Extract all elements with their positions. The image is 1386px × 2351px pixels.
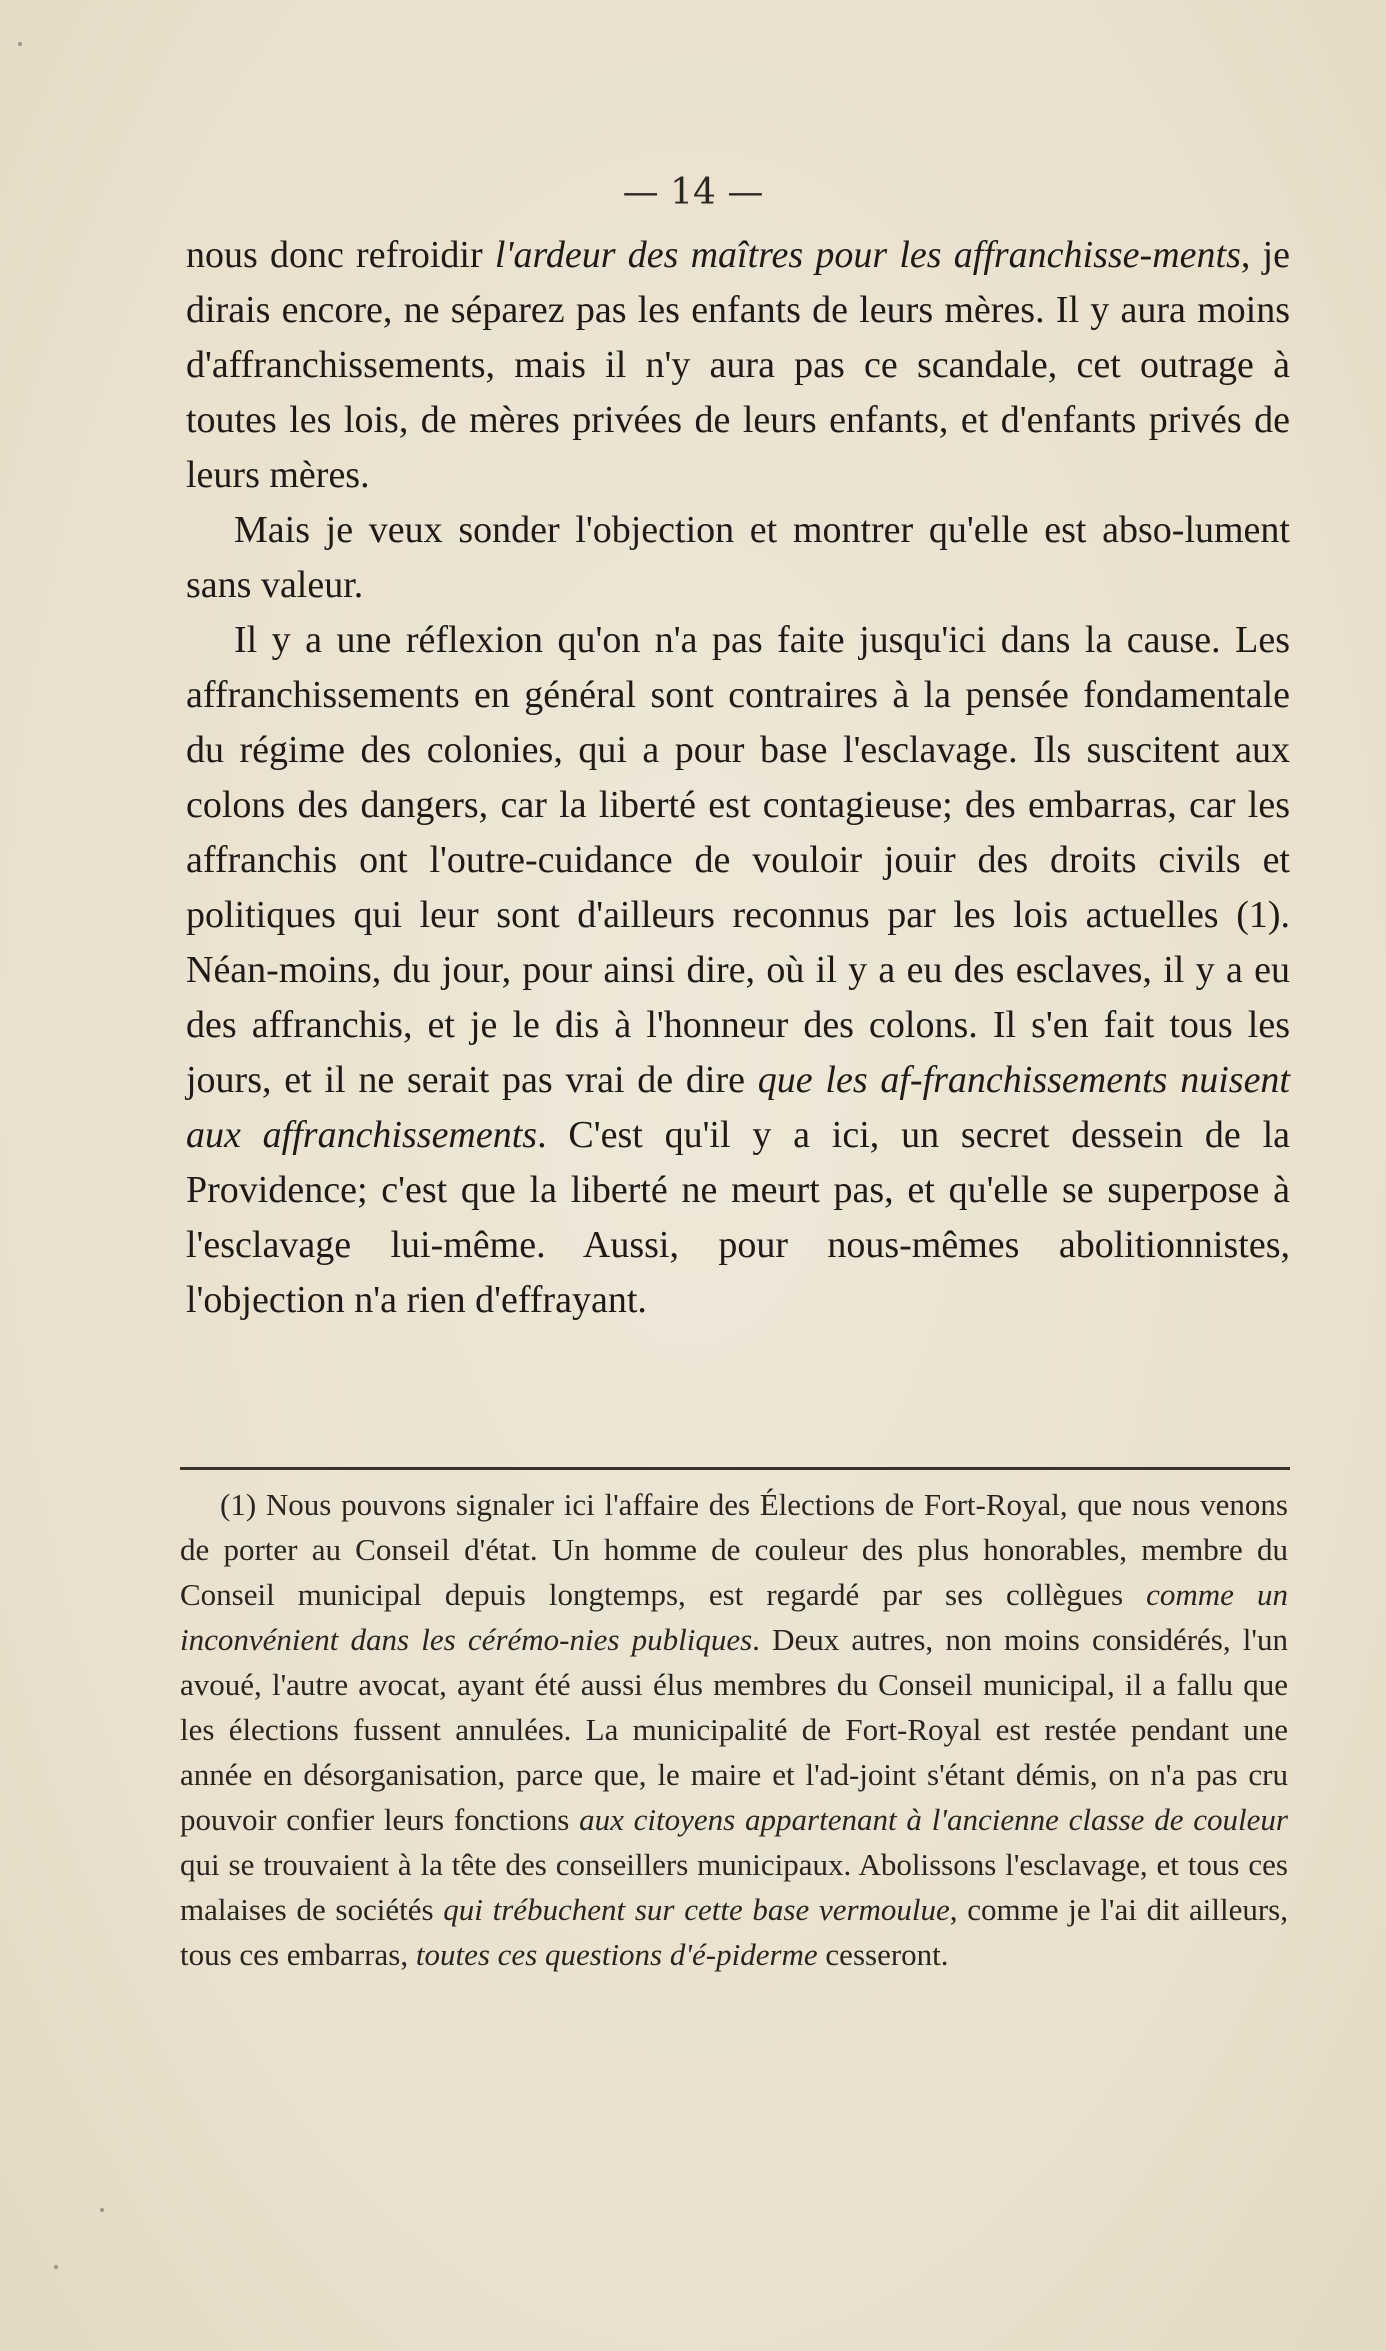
paragraph-1 — [186, 228, 1290, 503]
page-number: — 14 — — [622, 172, 764, 213]
footnote-text — [180, 1482, 1288, 1977]
paper-speck — [54, 2265, 58, 2269]
text-run: Mais je veux sonder l'objection et montrer qu'elle est abso-lument sans valeur. — [186, 509, 1290, 606]
text-run: nous donc refroidir — [186, 234, 495, 276]
italic-run: qui trébuchent sur cette base vermoulue — [443, 1892, 950, 1927]
italic-run: que les af-franchissements nuisent aux affranchissements — [186, 1059, 1290, 1156]
text-run: , comme je l'ai dit ailleurs, tous ces embarras, — [180, 1892, 1288, 1972]
italic-run: aux citoyens appartenant à l'ancienne classe de couleur — [579, 1802, 1288, 1837]
text-run: . Deux autres, non moins considérés, l'un avoué, l'autre avocat, ayant été aussi élus membres du Conseil municipal, il a fallu que les élections fussent annulées. La municipalité de Fort-Royal est restée pendant une année en désorganisation, parce que, le maire et l'ad-joint s'étant démis, on n'a pas cru pouvoir confier leurs fonctions — [180, 1622, 1288, 1837]
text-run: . C'est qu'il y a ici, un secret dessein de la Providence; c'est que la liberté ne meurt pas, et qu'elle se superpose à l'esclavage lui-même. Aussi, pour nous-mêmes abolitionnistes, l'objection n'a rien d'effrayant. — [186, 1114, 1291, 1321]
italic-run: comme un inconvénient dans les cérémo-nies publiques — [180, 1577, 1288, 1657]
paper-speck — [100, 2208, 104, 2212]
italic-run: ments — [1152, 234, 1241, 276]
paragraph-3 — [186, 613, 1290, 1328]
text-run: Il y a une réflexion qu'on n'a pas faite jusqu'ici dans la cause. Les affranchissements en général sont contraires à la pensée fondamentale du régime des colonies, qui a pour base l'esclavage. Ils suscitent aux colons des dangers, car la liberté est contagieuse; des embarras, car les affranchis ont l'outre-cuidance de vouloir jouir des droits civils et politiques qui leur sont d'ailleurs reconnus par les lois actuelles (1). Néan-moins, du jour, pour ainsi dire, où il y a eu des esclaves, il y a eu des affranchis, et je le dis à l'honneur des colons. Il s'en fait tous les jours, et il ne serait pas vrai de dire — [186, 619, 1290, 1101]
text-run: cesseront. — [817, 1937, 949, 1972]
paragraph-2 — [186, 503, 1290, 613]
italic-run: l'ardeur des maîtres pour les affranchisse- — [494, 234, 1153, 276]
italic-run: toutes ces questions d'é-piderme — [415, 1937, 818, 1972]
text-run: , je dirais encore, ne séparez pas les enfants de leurs mères. Il y aura moins d'affranchissements, mais il n'y aura pas ce scandale, cet outrage à toutes les lois, de mères privées de leurs enfants, et d'enfants privés de leurs mères. — [186, 234, 1290, 496]
text-run: qui se trouvaient à la tête des conseillers municipaux. Abolissons l'esclavage, et tous ces malaises de sociétés — [180, 1847, 1288, 1927]
main-text — [186, 228, 1290, 1328]
footnote-separator — [180, 1467, 1290, 1470]
footnote — [180, 1482, 1288, 1977]
paper-speck — [18, 42, 22, 46]
text-run: (1) Nous pouvons signaler ici l'affaire des Élections de Fort-Royal, que nous venons de porter au Conseil d'état. Un homme de couleur des plus honorables, membre du Conseil municipal depuis longtemps, est regardé par ses collègues — [180, 1487, 1288, 1612]
